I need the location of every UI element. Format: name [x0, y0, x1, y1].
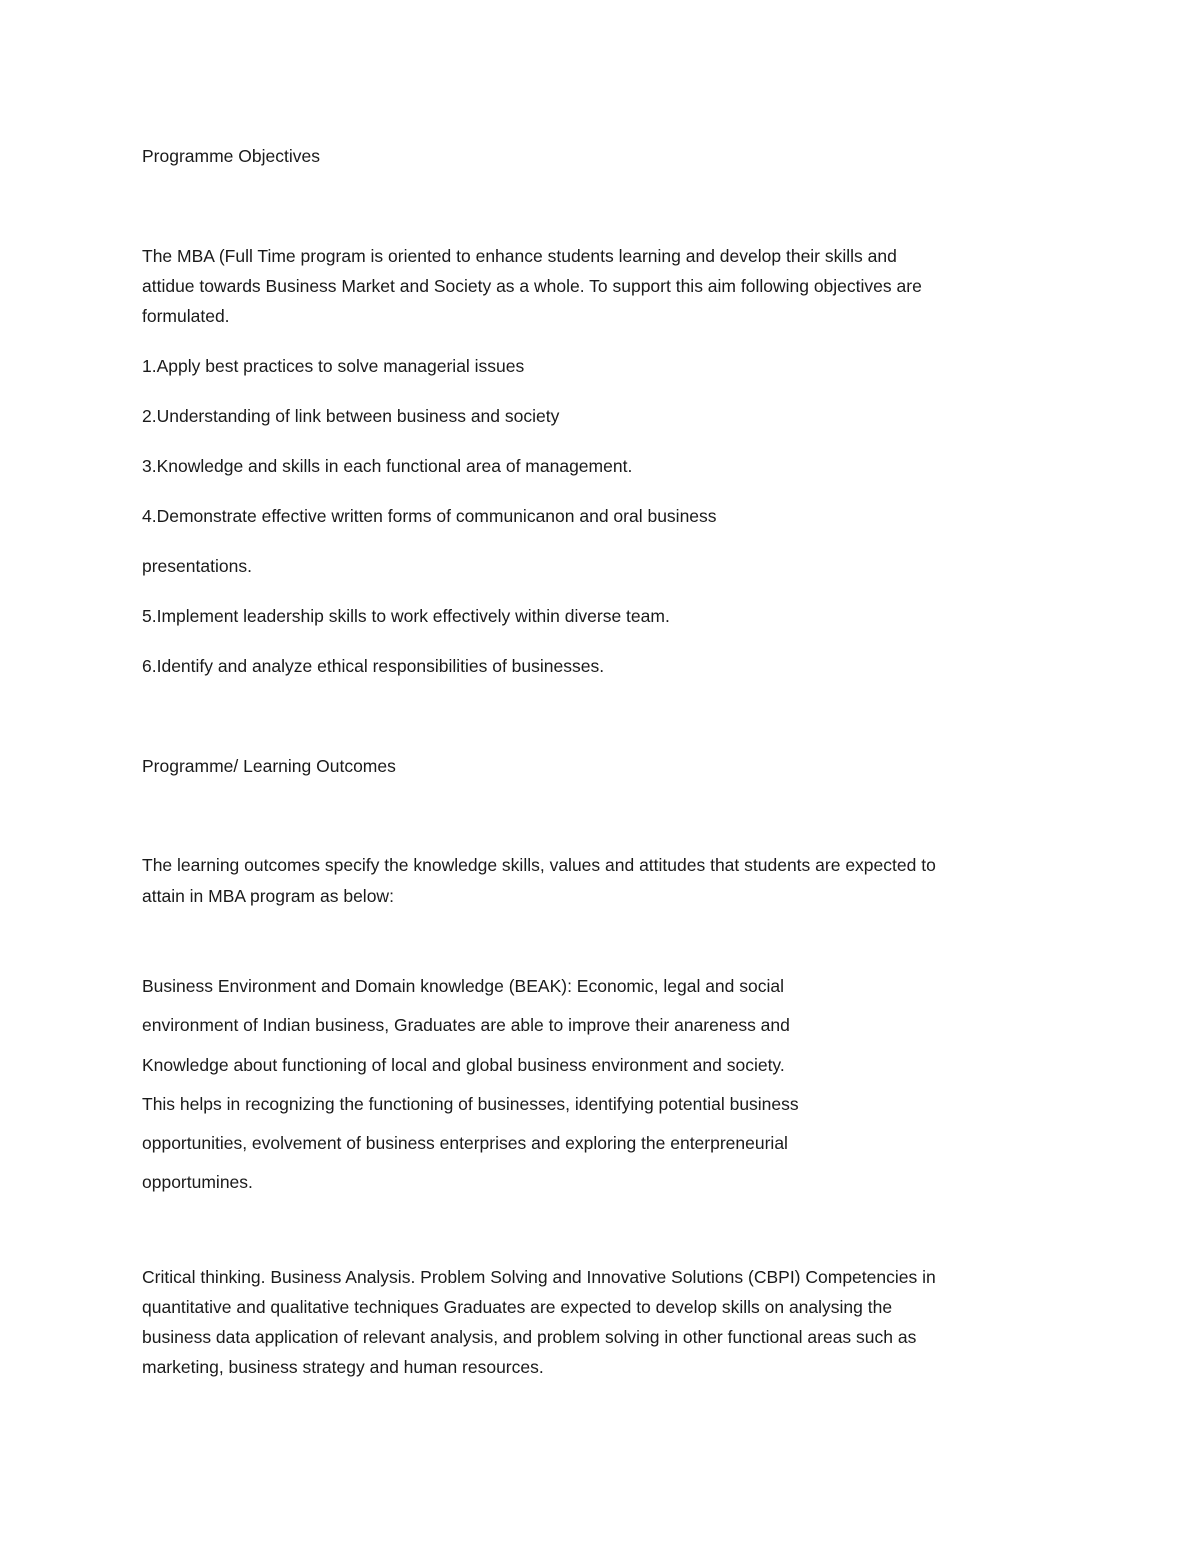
- intro-line-3: formulated.: [142, 306, 230, 326]
- beak-line-1: Business Environment and Domain knowledge (BEAK): Economic, legal and social: [142, 976, 784, 996]
- cbpi-line-1: Critical thinking. Business Analysis. Problem Solving and Innovative Solutions (CBPI) Competencies in: [142, 1267, 936, 1287]
- objective-item-3: 3.Knowledge and skills in each functional area of management.: [142, 456, 633, 476]
- intro-line-1: The MBA (Full Time program is oriented to enhance students learning and develop their skills and: [142, 246, 897, 266]
- cbpi-line-2: quantitative and qualitative techniques Graduates are expected to develop skills on analysing the: [142, 1297, 893, 1317]
- heading-programme-objectives: Programme Objectives: [142, 146, 320, 166]
- beak-line-5: opportunities, evolvement of business enterprises and exploring the enterpreneurial: [142, 1133, 788, 1153]
- objective-item-4: 4.Demonstrate effective written forms of communicanon and oral business: [142, 506, 717, 526]
- objective-item-6: 6.Identify and analyze ethical responsibilities of businesses.: [142, 656, 605, 676]
- outcomes-intro-line-2: attain in MBA program as below:: [142, 886, 394, 906]
- objective-item-1: 1.Apply best practices to solve managerial issues: [142, 356, 525, 376]
- cbpi-line-4: marketing, business strategy and human resources.: [142, 1357, 544, 1377]
- heading-learning-outcomes: Programme/ Learning Outcomes: [142, 756, 396, 776]
- cbpi-line-3: business data application of relevant analysis, and problem solving in other functional areas such as: [142, 1327, 917, 1347]
- objective-item-2: 2.Understanding of link between business and society: [142, 406, 560, 426]
- beak-line-3: Knowledge about functioning of local and global business environment and society.: [142, 1055, 785, 1075]
- objective-item-5: 5.Implement leadership skills to work effectively within diverse team.: [142, 606, 670, 626]
- outcomes-intro-line-1: The learning outcomes specify the knowledge skills, values and attitudes that students are expected to: [142, 855, 936, 875]
- beak-line-2: environment of Indian business, Graduates are able to improve their anareness and: [142, 1015, 790, 1035]
- beak-line-6: opportumines.: [142, 1172, 253, 1192]
- objective-item-4-continued: presentations.: [142, 556, 252, 576]
- beak-line-4: This helps in recognizing the functioning of businesses, identifying potential business: [142, 1094, 799, 1114]
- intro-line-2: attidue towards Business Market and Society as a whole. To support this aim following objectives are: [142, 276, 922, 296]
